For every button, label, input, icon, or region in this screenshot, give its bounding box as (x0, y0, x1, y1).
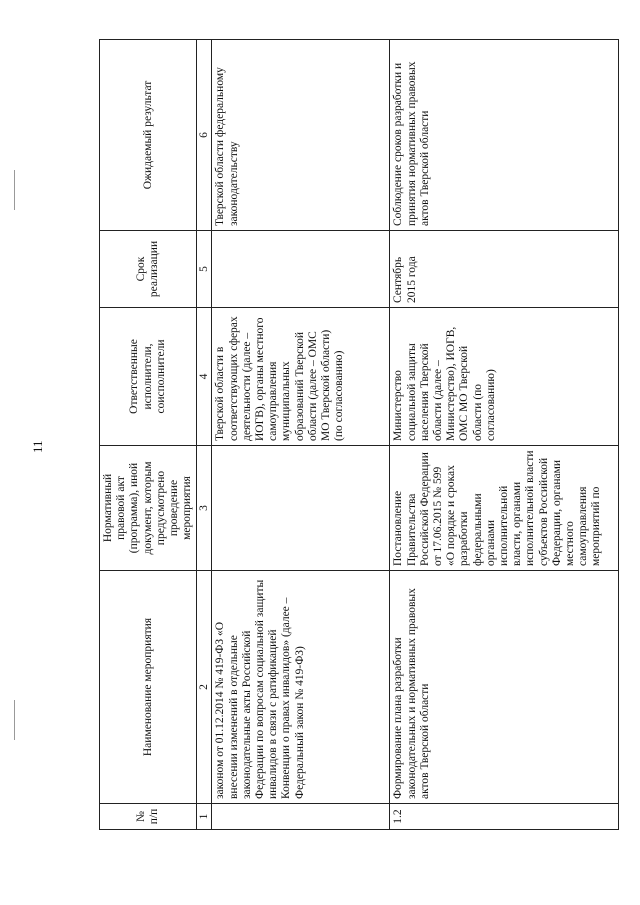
header-num: № п/п (100, 804, 197, 830)
row-executors: Министерство социальной защиты населения Тверской области (далее – Министерство), ИОГВ, ОМС МО Тверской области (по согласованию) (390, 308, 619, 446)
row-document: Постановление Правительства Российской Федерации от 17.06.2015 № 599 «О порядке и сроках разработки федеральными органами исполнительной власти, органами исполнительной власти субъектов Российской Федерации, органами местного самоуправления мероприятий по (390, 446, 619, 571)
row-term (212, 231, 390, 308)
row-num (212, 804, 390, 830)
table-row (390, 40, 619, 830)
row-name: законом от 01.12.2014 № 419-ФЗ «О внесении изменений в отдельные законодательные акты Российской Федерации по вопросам социальной защиты инвалидов в связи с ратификацией Конвенции о правах инвалидов» (далее – Федеральный закон № 419-ФЗ) (212, 571, 390, 804)
header-document: Нормативный правовой акт (программа), иной документ, которым предусмотрено проведение мероприятия (100, 446, 197, 571)
column-number: 3 (197, 446, 212, 571)
row-executors: Тверской области в соответствующих сферах деятельности (далее – ИОГВ), органы местного самоуправления муниципальных образований Тверской области (далее – ОМС МО Тверской области) (по согласованию) (212, 308, 390, 446)
row-result: Тверской области федеральному законодательству (212, 40, 390, 231)
margin-mark (14, 170, 15, 210)
header-name: Наименование мероприятия (100, 571, 197, 804)
margin-mark (14, 700, 15, 740)
measures-table (99, 39, 619, 830)
column-number: 5 (197, 231, 212, 308)
column-number: 6 (197, 40, 212, 231)
rotated-page-content (99, 40, 613, 830)
column-number: 2 (197, 571, 212, 804)
row-name: Формирование плана разработки законодательных и нормативных правовых актов Тверской области (390, 571, 619, 804)
header-executors: Ответственные исполнители, соисполнители (100, 308, 197, 446)
column-number: 4 (197, 308, 212, 446)
column-number-row (197, 40, 212, 830)
row-term: Сентябрь 2015 года (390, 231, 619, 308)
header-result: Ожидаемый результат (100, 40, 197, 231)
page-number: 11 (30, 440, 45, 453)
row-document (212, 446, 390, 571)
table-header-row (100, 40, 197, 830)
row-result: Соблюдение сроков разработки и принятия нормативных правовых актов Тверской области (390, 40, 619, 231)
row-num: 1.2 (390, 804, 619, 830)
column-number: 1 (197, 804, 212, 830)
header-term: Срок реализации (100, 231, 197, 308)
table-row (212, 40, 390, 830)
